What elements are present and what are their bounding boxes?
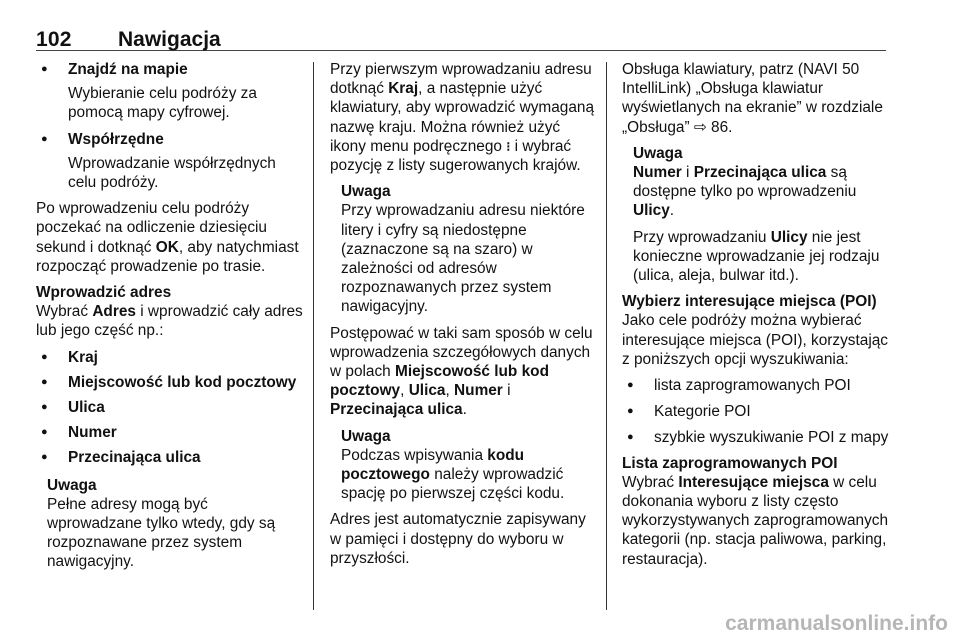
list-item: ● Przecinająca ulica	[36, 448, 304, 467]
paragraph: Obsługa klawiatury, patrz (NAVI 50 IntelliLink) „Obsługa klawiatur wyświetlanych na ekranie” w rozdziale „Obsługa” ⇨ 86.	[622, 61, 883, 136]
note	[36, 476, 304, 572]
list-item: ● Ulica	[36, 398, 304, 417]
section-heading: Wybierz interesujące miejsca (POI)	[622, 293, 877, 311]
list-item: ● Numer	[36, 423, 304, 442]
section-heading: Lista zaprogramowanych POI	[622, 454, 838, 472]
note-heading: Uwaga	[633, 144, 683, 162]
note-heading: Uwaga	[47, 476, 97, 494]
note	[330, 427, 598, 504]
page-header	[36, 28, 886, 51]
list-item: ● Znajdź na mapie	[36, 60, 304, 79]
section-heading: Wprowadzić adres	[36, 284, 172, 302]
poi-options-list	[622, 376, 892, 448]
note-text: Przy wprowadzaniu Ulicy nie jest konieczne wprowadzanie jej rodzaju (ulica, aleja, bulwar itd.).	[633, 228, 880, 285]
note-text: Podczas wpisywania kodu pocztowego należy wprowadzić spację po pierwszej części kodu.	[341, 446, 565, 503]
column-divider-1	[313, 62, 314, 610]
menu-icon: ⁝	[506, 138, 511, 154]
paragraph: Przy pierwszym wprowadzaniu adresu dotknąć Kraj, a następnie użyć klawiatury, aby wprowadzić wymaganą nazwę kraju. Można również użyć ikony menu podręcznego ⁝ i wybrać pozycję z listy sugerowanych krajów.	[330, 61, 595, 175]
address-fields-list	[36, 348, 304, 468]
note-text: Numer i Przecinająca ulica są dostępne tylko po wprowadzeniu Ulicy.	[633, 164, 857, 220]
list-item: ● lista zaprogramowanych POI	[622, 376, 892, 395]
note	[622, 144, 892, 285]
paragraph: Jako cele podróży można wybierać interesujące miejsca (POI), korzystając z poniższych opcji wyszukiwania:	[622, 312, 888, 368]
note-text: Pełne adresy mogą być wprowadzane tylko wtedy, gdy są rozpoznawane przez system nawigacyjny.	[47, 495, 276, 571]
watermark: carmanualsonline.info	[725, 612, 948, 635]
list-item: ● Miejscowość lub kod pocztowy	[36, 373, 304, 392]
list-item-description: Wprowadzanie współrzędnych celu podróży.	[68, 154, 276, 192]
column-3	[622, 60, 892, 569]
paragraph: Postępować w taki sam sposób w celu wprowadzenia szczegółowych danych w polach Miejscowość lub kod pocztowy, Ulica, Numer i Przecinająca ulica.	[330, 324, 593, 419]
note	[330, 182, 598, 316]
column-2	[330, 60, 598, 568]
destination-options-list	[36, 60, 304, 79]
chapter-title: Nawigacja	[118, 28, 221, 51]
list-item: ● Kategorie POI	[622, 402, 892, 421]
list-item: ● szybkie wyszukiwanie POI z mapy	[622, 428, 892, 447]
column-divider-2	[606, 62, 607, 610]
list-item-description: Wybieranie celu podróży za pomocą mapy cyfrowej.	[68, 85, 257, 122]
note-heading: Uwaga	[341, 427, 391, 445]
column-1	[36, 60, 304, 572]
list-item: ● Kraj	[36, 348, 304, 367]
note-heading: Uwaga	[341, 183, 391, 201]
list-item: ● Współrzędne	[36, 130, 304, 149]
page-number: 102	[36, 28, 72, 51]
paragraph: Adres jest automatycznie zapisywany w pamięci i dostępny do wyboru w przyszłości.	[330, 511, 586, 567]
paragraph: Wybrać Interesujące miejsca w celu dokonania wyboru z listy często wykorzystywanych zaprogramowanych kategorii (np. stacja paliwowa, parking, restauracja).	[622, 473, 889, 568]
arrow-icon: ⇨	[693, 118, 707, 136]
paragraph: Po wprowadzeniu celu podróży poczekać na odliczenie dziesięciu sekund i dotknąć OK, aby natychmiast rozpocząć prowadzenie po trasie.	[36, 200, 299, 275]
paragraph: Wybrać Adres i wprowadzić cały adres lub jego część np.:	[36, 303, 303, 340]
note-text: Przy wprowadzaniu adresu niektóre litery i cyfry są niedostępne (zaznaczone są na szaro) w zależności od adresów rozpoznawanych przez system nawigacyjny.	[341, 202, 585, 316]
